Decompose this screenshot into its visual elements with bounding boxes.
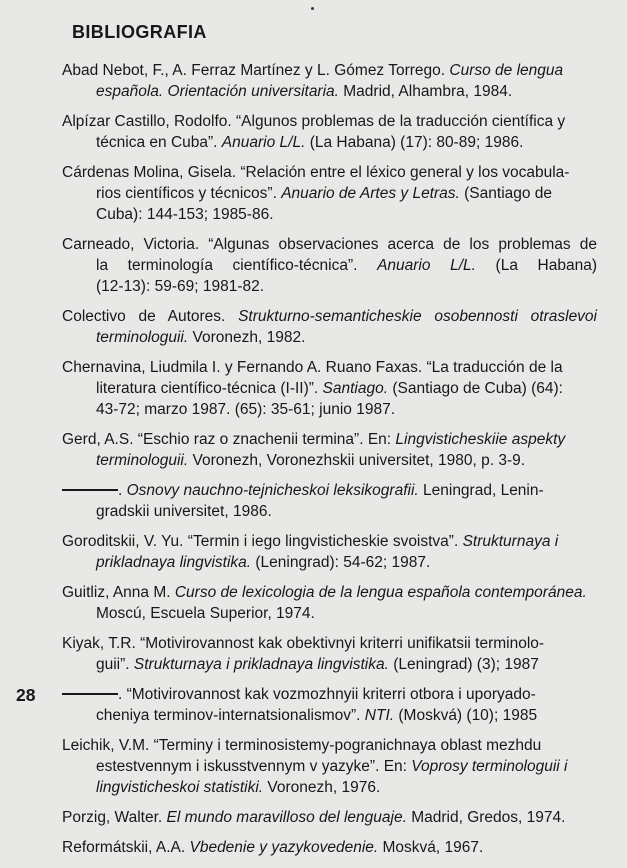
text-segment: . (118, 482, 127, 499)
text-segment: Anuario de Artes y Letras. (281, 185, 460, 202)
text-segment: Voronezh, Voronezhskii universitet, 1980, p. 3-9. (188, 452, 526, 469)
text-segment: española. Orientación universitaria. (96, 83, 339, 100)
text-segment: Anuario L/L. (221, 134, 306, 151)
bibliography-entry (62, 234, 597, 297)
bibliography-entry (62, 633, 597, 675)
entry-line (62, 132, 597, 153)
text-segment: prikladnaya lingvistika. (96, 554, 252, 571)
text-segment: Cuba): 144-153; 1985-86. (96, 206, 274, 223)
text-segment: rios científicos y técnicos”. (96, 185, 282, 202)
text-segment: literatura científico-técnica (I-II)”. (96, 380, 323, 397)
text-segment: Cárdenas Molina, Gisela. “Relación entre el léxico general y los vocabula- (62, 164, 570, 181)
entry-line (62, 327, 597, 348)
ditto-dash-rule (62, 489, 118, 491)
entry-line (62, 531, 597, 552)
text-segment: Voronezh, 1976. (263, 779, 381, 796)
entry-line (62, 684, 597, 705)
entry-line (62, 60, 597, 81)
text-segment: Osnovy nauchno-tejnicheskoi leksikografii. (126, 482, 419, 499)
text-segment: estestvennym i iskusstvennym v yazyke”. En: (96, 758, 412, 775)
text-segment: (La Habana) (17): 80-89; 1986. (305, 134, 524, 151)
text-segment: . “Motivirovannost kak vozmozhnyii kriterri otbora i uporyado- (118, 686, 536, 703)
bibliography-entry (62, 429, 597, 471)
text-segment: Carneado, Victoria. “Algunas observaciones acerca de los problemas de (62, 236, 597, 253)
bibliography-entry (62, 162, 597, 225)
entry-line (62, 81, 597, 102)
text-segment: Curso de lengua (449, 62, 564, 79)
text-segment: Lingvisticheskiie aspekty (395, 431, 566, 448)
text-segment: (Leningrad): 54-62; 1987. (251, 554, 431, 571)
text-segment: terminologuii. (96, 452, 189, 469)
text-segment: técnica en Cuba”. (96, 134, 222, 151)
text-segment: Strukturno-semanticheskie osobennosti otraslevoi (238, 308, 597, 325)
page-number: 28 (16, 685, 36, 705)
text-segment: Porzig, Walter. (62, 809, 167, 826)
bibliography-entry (62, 582, 597, 624)
entry-line (62, 552, 597, 573)
bibliography-entry (62, 807, 597, 828)
bibliography-entry (62, 306, 597, 348)
text-segment: Madrid, Alhambra, 1984. (338, 83, 513, 100)
entry-line (62, 654, 597, 675)
bibliography-entry (62, 357, 597, 420)
entry-line (62, 633, 597, 654)
entry-line (62, 306, 597, 327)
entry-line (62, 255, 597, 276)
text-segment: Kiyak, T.R. “Motivirovannost kak obektivnyi kriterri unifikatsii terminolo- (62, 635, 545, 652)
entry-line (62, 777, 597, 798)
text-segment: cheniya terminov-internatsionalismov”. (96, 707, 365, 724)
entry-line (62, 429, 597, 450)
text-segment: (Santiago de Cuba) (64): (388, 380, 563, 397)
entry-line (62, 705, 597, 726)
entry-line (62, 735, 597, 756)
text-segment: Gerd, A.S. “Eschio raz o znachenii termina”. En: (62, 431, 396, 448)
text-segment: lingvisticheskoi statistiki. (96, 779, 264, 796)
text-segment: Colectivo de Autores. (62, 308, 239, 325)
entry-line (62, 582, 597, 603)
bibliography-entry (62, 837, 597, 858)
entry-line (62, 234, 597, 255)
entry-line (62, 399, 597, 420)
text-segment: Strukturnaya i prikladnaya lingvistika. (133, 656, 389, 673)
entry-line (62, 756, 597, 777)
text-segment: gradskii universitet, 1986. (96, 503, 272, 520)
entry-line (62, 807, 597, 828)
text-segment: (Moskvá) (10); 1985 (394, 707, 538, 724)
bibliography-list (62, 60, 597, 858)
text-segment: Leichik, V.M. “Terminy i terminosistemy-pogranichnaya oblast mezhdu (62, 737, 542, 754)
bibliography-entry (62, 60, 597, 102)
entry-line (62, 603, 597, 624)
text-segment: Alpízar Castillo, Rodolfo. “Algunos problemas de la traducción científica y (62, 113, 566, 130)
text-segment: El mundo maravilloso del lenguaje. (166, 809, 407, 826)
ditto-dash-rule (62, 693, 118, 695)
entry-line (62, 480, 597, 501)
entry-line (62, 501, 597, 522)
text-segment: Anuario L/L. (377, 257, 476, 274)
text-segment: la terminología científico-técnica”. (96, 257, 378, 274)
text-segment: Moskvá, 1967. (378, 839, 484, 856)
entry-line (62, 357, 597, 378)
bibliography-entry (62, 684, 597, 726)
text-segment: Goroditskii, V. Yu. “Termin i iego lingvisticheskie svoistva”. (62, 533, 463, 550)
text-segment: Vbedenie y yazykovedenie. (189, 839, 379, 856)
entry-line (62, 162, 597, 183)
entry-line (62, 111, 597, 132)
text-segment: Moscú, Escuela Superior, 1974. (96, 605, 315, 622)
text-segment: Abad Nebot, F., A. Ferraz Martínez y L. Gómez Torrego. (62, 62, 450, 79)
entry-line (62, 378, 597, 399)
text-segment: guii”. (96, 656, 134, 673)
entry-line (62, 837, 597, 858)
text-segment: Madrid, Gredos, 1974. (406, 809, 566, 826)
text-segment: Leningrad, Lenin- (418, 482, 544, 499)
entry-line (62, 183, 597, 204)
entry-line (62, 276, 597, 297)
text-segment: (12-13): 59-69; 1981-82. (96, 278, 265, 295)
text-segment: 43-72; marzo 1987. (65): 35-61; junio 1987. (96, 401, 395, 418)
entry-line (62, 450, 597, 471)
text-segment: Strukturnaya i (462, 533, 559, 550)
text-segment: Chernavina, Liudmila I. y Fernando A. Ruano Faxas. “La traducción de la (62, 359, 563, 376)
bibliography-entry (62, 735, 597, 798)
bibliography-entry (62, 531, 597, 573)
text-segment: Reformátskii, A.A. (62, 839, 190, 856)
bibliography-entry (62, 111, 597, 153)
text-segment: (Leningrad) (3); 1987 (388, 656, 539, 673)
text-segment: (Santiago de (459, 185, 553, 202)
text-segment: Voprosy terminologuii i (411, 758, 568, 775)
text-segment: Curso de lexicologia de la lengua española contemporánea. (174, 584, 587, 601)
text-segment: terminologuii. (96, 329, 189, 346)
text-segment: Voronezh, 1982. (188, 329, 306, 346)
text-segment: Santiago. (322, 380, 389, 397)
text-segment: Guitliz, Anna M. (62, 584, 175, 601)
page-title: BIBLIOGRAFIA (72, 22, 207, 42)
text-segment: NTI. (364, 707, 395, 724)
text-segment: (La Habana) (475, 257, 597, 274)
entry-line (62, 204, 597, 225)
bibliography-entry (62, 480, 597, 522)
